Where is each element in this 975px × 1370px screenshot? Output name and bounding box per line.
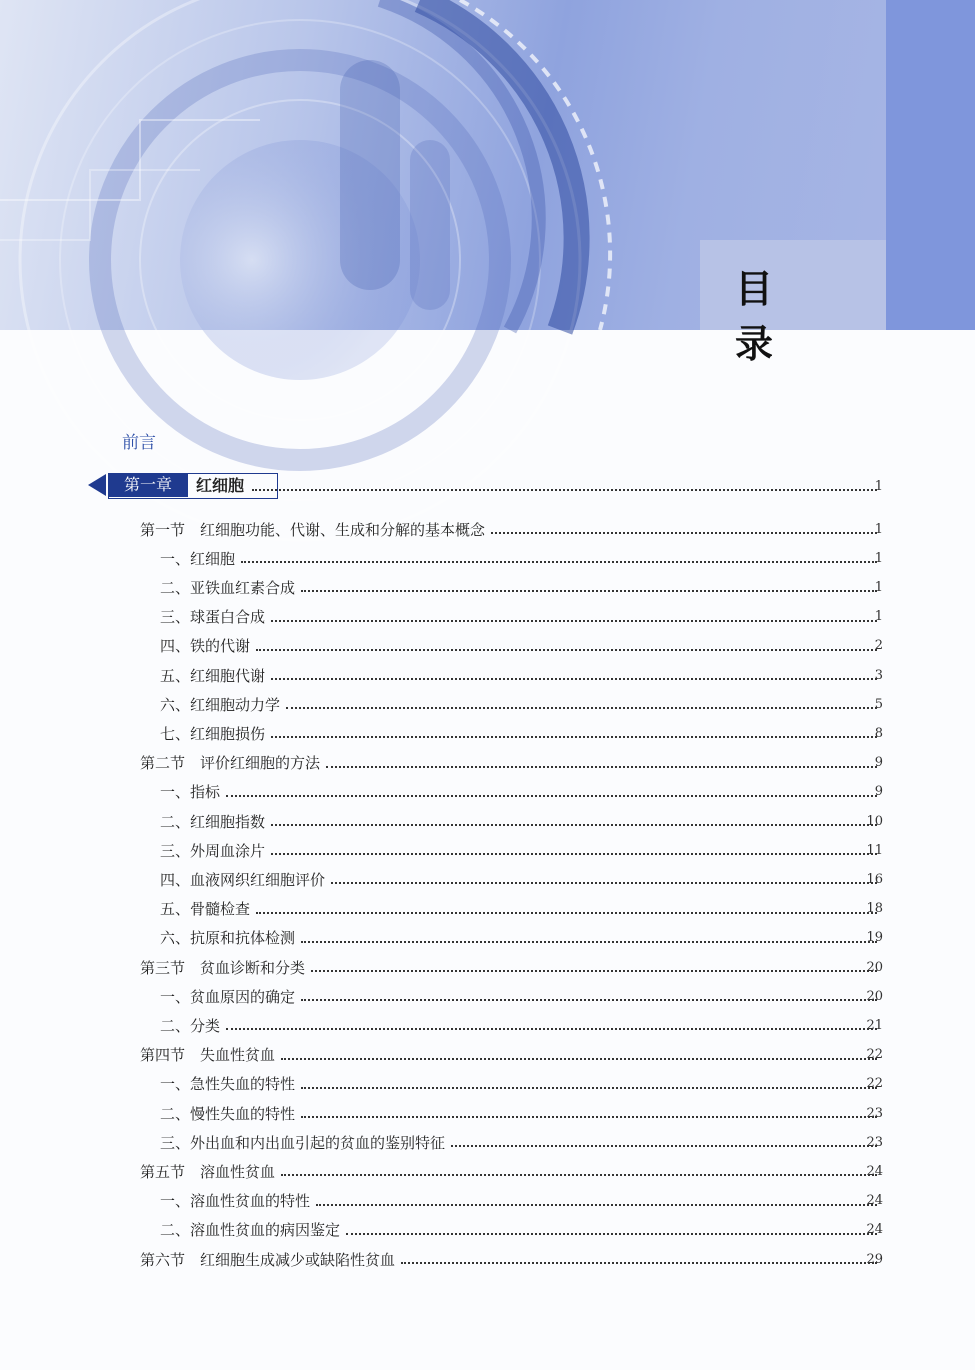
toc-entry-label: 七、红细胞损伤 (160, 724, 266, 743)
toc-entry-label: 一、指标 (160, 783, 221, 802)
chapter-title: 红细胞 (196, 476, 245, 495)
toc-section[interactable] (140, 1159, 883, 1183)
toc-page-number: 29 (866, 1251, 883, 1267)
toc-subsection[interactable] (160, 984, 883, 1008)
toc-page-number: 8 (874, 725, 883, 741)
toc-entry-label: 三、球蛋白合成 (160, 608, 266, 627)
leader-dots (256, 912, 877, 914)
leader-dots (451, 1145, 877, 1147)
leader-dots (226, 1028, 877, 1030)
leader-dots (346, 1233, 877, 1235)
toc-page-number: 18 (866, 901, 883, 917)
toc-section[interactable] (140, 955, 883, 979)
toc-subsection[interactable] (160, 1072, 883, 1096)
leader-dots (286, 707, 877, 709)
toc-subsection[interactable] (160, 809, 883, 833)
leader-dots (271, 736, 877, 738)
leader-dots (271, 853, 877, 855)
toc-page-number: 23 (866, 1134, 883, 1150)
toc-subsection[interactable] (160, 721, 883, 745)
toc-page-number: 1 (874, 579, 883, 595)
leader-dots (271, 824, 877, 826)
toc-entry-label: 第三节 贫血诊断和分类 (140, 958, 306, 977)
leader-dots (271, 620, 877, 622)
toc-page-number: 1 (874, 550, 883, 566)
toc-entry-label: 六、抗原和抗体检测 (160, 929, 296, 948)
toc-section[interactable] (140, 517, 883, 541)
toc-page-number: 9 (874, 755, 883, 771)
toc-page-number: 24 (866, 1163, 883, 1179)
chapter-page-number: 1 (874, 478, 883, 494)
toc-section[interactable] (140, 751, 883, 775)
leader-dots (311, 970, 877, 972)
toc-subsection[interactable] (160, 1218, 883, 1242)
toc-subsection[interactable] (160, 867, 883, 891)
toc-subsection[interactable] (160, 575, 883, 599)
chapter-arrow-icon (88, 474, 106, 496)
leader-dots (281, 1058, 877, 1060)
toc-page-number: 20 (866, 959, 883, 975)
toc-entry-label: 二、分类 (160, 1016, 221, 1035)
page-title: 目 录 (735, 266, 804, 366)
leader-dots (301, 1116, 877, 1118)
toc-page-number: 23 (866, 1105, 883, 1121)
chapter-label: 第一章 (108, 473, 188, 497)
toc-entry-label: 一、急性失血的特性 (160, 1075, 296, 1094)
toc-subsection[interactable] (160, 663, 883, 687)
toc-page-number: 2 (874, 638, 883, 654)
toc-page-number: 3 (874, 667, 883, 683)
toc-page-number: 19 (866, 930, 883, 946)
toc-section[interactable] (140, 1247, 883, 1271)
toc-subsection[interactable] (160, 897, 883, 921)
toc-entry-label: 一、贫血原因的确定 (160, 987, 296, 1006)
toc-entry-label: 五、骨髓检查 (160, 900, 251, 919)
toc-entry-label: 一、溶血性贫血的特性 (160, 1192, 311, 1211)
toc-page-number: 22 (866, 1076, 883, 1092)
toc-page-number: 10 (866, 813, 883, 829)
chapter-heading[interactable] (88, 472, 883, 500)
leader-dots (401, 1262, 877, 1264)
toc-entry-label: 第一节 红细胞功能、代谢、生成和分解的基本概念 (140, 520, 486, 539)
toc-subsection[interactable] (160, 926, 883, 950)
toc-subsection[interactable] (160, 838, 883, 862)
leader-dots (331, 882, 877, 884)
toc-entry-label: 一、红细胞 (160, 549, 236, 568)
toc-entry-label: 二、慢性失血的特性 (160, 1104, 296, 1123)
toc-entry-label: 六、红细胞动力学 (160, 695, 281, 714)
toc-page-number: 11 (866, 842, 883, 858)
toc-entry-label: 二、红细胞指数 (160, 812, 266, 831)
toc-entry-label: 第四节 失血性贫血 (140, 1046, 276, 1065)
toc-subsection[interactable] (160, 1130, 883, 1154)
toc-entry-label: 二、亚铁血红素合成 (160, 578, 296, 597)
toc-subsection[interactable] (160, 634, 883, 658)
toc-page-number: 21 (866, 1017, 883, 1033)
toc-page-number: 24 (866, 1222, 883, 1238)
toc-entry-label: 第五节 溶血性贫血 (140, 1162, 276, 1181)
toc-subsection[interactable] (160, 605, 883, 629)
toc-page-number: 20 (866, 988, 883, 1004)
toc-page-number: 1 (874, 609, 883, 625)
toc-page-number: 16 (866, 871, 883, 887)
toc-page-number: 22 (866, 1047, 883, 1063)
toc-entry-label: 二、溶血性贫血的病因鉴定 (160, 1221, 341, 1240)
toc-page-number: 24 (866, 1193, 883, 1209)
toc-entry-label: 五、红细胞代谢 (160, 666, 266, 685)
leader-dots (301, 1087, 877, 1089)
toc-entry-label: 四、铁的代谢 (160, 637, 251, 656)
toc-section[interactable] (140, 1043, 883, 1067)
leader-dots (326, 766, 877, 768)
preface-link[interactable]: 前言 (122, 433, 156, 453)
toc-entry-label: 三、外出血和内出血引起的贫血的鉴别特征 (160, 1133, 446, 1152)
toc-entry-label: 四、血液网织红细胞评价 (160, 870, 326, 889)
chapter-leader (246, 474, 883, 498)
toc-entry-label: 第六节 红细胞生成减少或缺陷性贫血 (140, 1250, 396, 1269)
toc-page-number: 9 (874, 784, 883, 800)
toc-subsection[interactable] (160, 780, 883, 804)
leader-dots (271, 678, 877, 680)
leader-dots (241, 561, 877, 563)
toc-page-number: 1 (874, 521, 883, 537)
toc-subsection[interactable] (160, 1189, 883, 1213)
toc-subsection[interactable] (160, 1101, 883, 1125)
toc-entry-label: 三、外周血涂片 (160, 841, 266, 860)
leader-dots (316, 1204, 877, 1206)
leader-dots (491, 532, 877, 534)
toc-entry-label: 第二节 评价红细胞的方法 (140, 754, 321, 773)
toc-subsection[interactable] (160, 692, 883, 716)
leader-dots (281, 1174, 877, 1176)
leader-dots (256, 649, 877, 651)
toc-page-number: 5 (874, 696, 883, 712)
leader-dots (301, 941, 877, 943)
toc-subsection[interactable] (160, 1013, 883, 1037)
leader-dots (301, 590, 877, 592)
leader-dots (226, 795, 877, 797)
leader-dots (301, 999, 877, 1001)
toc-subsection[interactable] (160, 546, 883, 570)
